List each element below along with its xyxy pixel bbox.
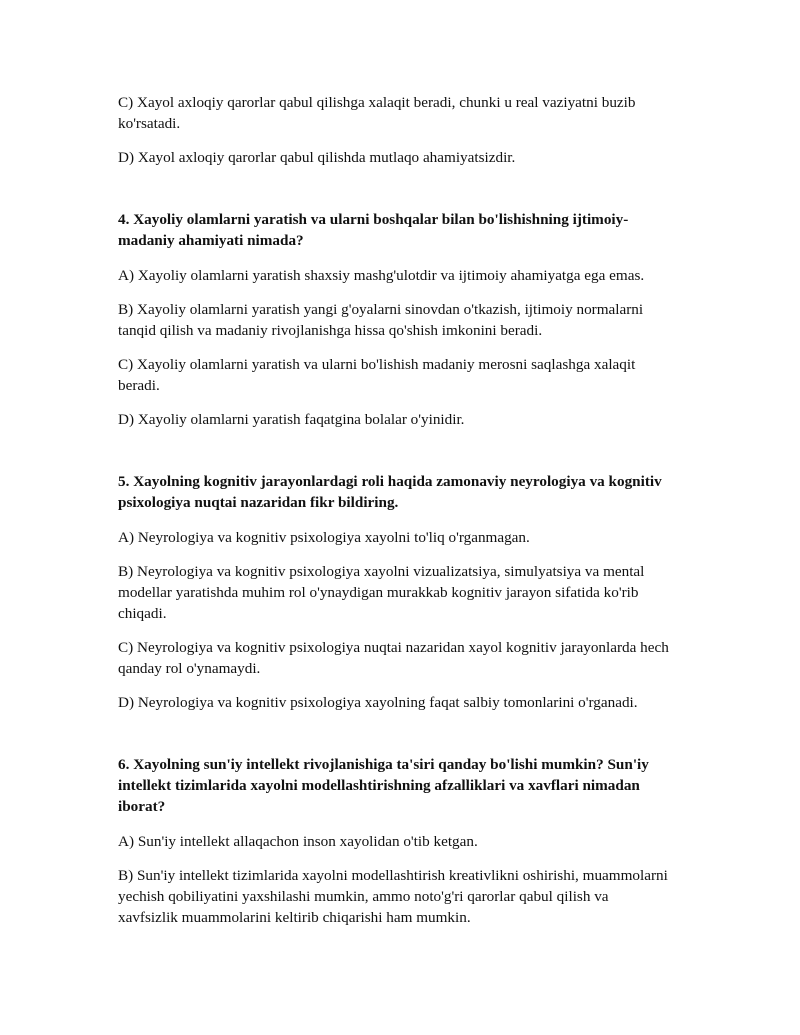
answer-option-5d: D) Neyrologiya va kognitiv psixologiya xayolning faqat salbiy tomonlarini o'rganadi. [118,694,638,711]
answer-option-5b: B) Neyrologiya va kognitiv psixologiya xayolni vizualizatsiya, simulyatsiya va mental modellar yaratishda muhim rol o'ynaydigan murakkab kognitiv jarayon sifatida ko'rib chiqadi. [118,563,645,622]
question-4-heading: 4. Xayoliy olamlarni yaratish va ularni boshqalar bilan bo'lishishning ijtimoiy-madaniy ahamiyati nimada? [118,211,629,249]
question-5-heading: 5. Xayolning kognitiv jarayonlardagi roli haqida zamonaviy neyrologiya va kognitiv psixologiya nuqtai nazaridan fikr bildiring. [118,473,662,511]
answer-option-5c: C) Neyrologiya va kognitiv psixologiya nuqtai nazaridan xayol kognitiv jarayonlarda hech qanday rol o'ynamaydi. [118,639,669,677]
question-6-heading: 6. Xayolning sun'iy intellekt rivojlanishiga ta'siri qanday bo'lishi mumkin? Sun'iy intellekt tizimlarida xayolni modellashtirishning afzalliklari va xavflari nimadan iborat? [118,756,649,815]
answer-option-3d: D) Xayol axloqiy qarorlar qabul qilishda mutlaqo ahamiyatsizdir. [118,149,516,166]
answer-option-4b: B) Xayoliy olamlarni yaratish yangi g'oyalarni sinovdan o'tkazish, ijtimoiy normalarni tanqid qilish va madaniy rivojlanishga hissa qo'shish imkonini beradi. [118,301,644,339]
answer-option-4a: A) Xayoliy olamlarni yaratish shaxsiy mashg'ulotdir va ijtimoiy ahamiyatga ega emas. [118,267,645,284]
answer-option-5a: A) Neyrologiya va kognitiv psixologiya xayolni to'liq o'rganmagan. [118,529,530,546]
answer-option-3c: C) Xayol axloqiy qarorlar qabul qilishga xalaqit beradi, chunki u real vaziyatni buzib ko'rsatadi. [118,94,636,132]
answer-option-4d: D) Xayoliy olamlarni yaratish faqatgina bolalar o'yinidir. [118,411,465,428]
answer-option-4c: C) Xayoliy olamlarni yaratish va ularni bo'lishish madaniy merosni saqlashga xalaqit beradi. [118,356,636,394]
answer-option-6a: A) Sun'iy intellekt allaqachon inson xayolidan o'tib ketgan. [118,833,478,850]
document-page [118,92,670,941]
answer-option-6b: B) Sun'iy intellekt tizimlarida xayolni modellashtirish kreativlikni oshirishi, muammolarni yechish qobiliyatini yaxshilashi mumkin, ammo noto'g'ri qarorlar qabul qilish va xavfsizlik muammolarini keltirib chiqarishi ham mumkin. [118,867,668,926]
